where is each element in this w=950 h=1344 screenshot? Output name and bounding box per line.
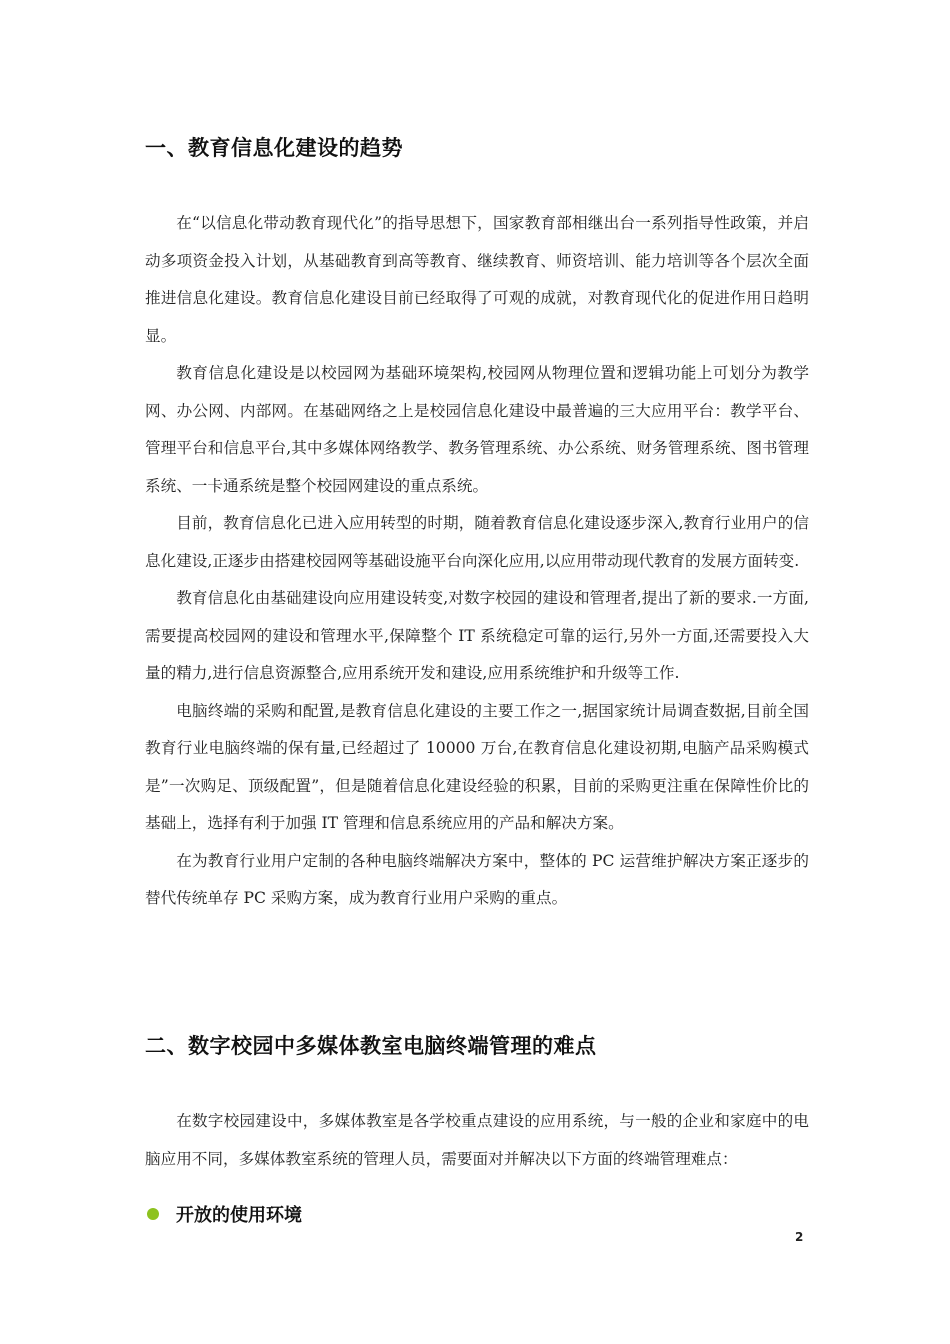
section-1-paragraph: 目前，教育信息化已进入应用转型的时期，随着教育信息化建设逐步深入,教育行业用户的信息化建设,正逐步由搭建校园网等基础设施平台向深化应用,以应用带动现代教育的发展方面转变. xyxy=(145,514,809,570)
section-1-paragraph: 在“以信息化带动教育现代化”的指导思想下，国家教育部相继出台一系列指导性政策，并启动多项资金投入计划，从基础教育到高等教育、继续教育、师资培训、能力培训等各个层次全面推进信息化建设。教育信息化建设目前已经取得了可观的成就，对教育现代化的促进作用日趋明显。 xyxy=(145,214,809,345)
section-1-body xyxy=(145,205,809,918)
section-1-paragraph: 在为教育行业用户定制的各种电脑终端解决方案中，整体的 PC 运营维护解决方案正逐步的替代传统单存 PC 采购方案，成为教育行业用户采购的重点。 xyxy=(145,851,809,907)
section-1-heading: 一、教育信息化建设的趋势 xyxy=(145,136,403,160)
bullet-item xyxy=(147,1201,302,1227)
bullet-dot-icon xyxy=(147,1208,159,1220)
section-2-body xyxy=(145,1103,809,1178)
bullet-item-label: 开放的使用环境 xyxy=(176,1205,302,1226)
section-2-paragraph: 在数字校园建设中，多媒体教室是各学校重点建设的应用系统，与一般的企业和家庭中的电脑应用不同，多媒体教室系统的管理人员，需要面对并解决以下方面的终端管理难点： xyxy=(145,1112,809,1168)
section-2-heading: 二、数字校园中多媒体教室电脑终端管理的难点 xyxy=(145,1034,597,1058)
page-number: 2 xyxy=(795,1230,804,1244)
section-1-paragraph: 教育信息化由基础建设向应用建设转变,对数字校园的建设和管理者,提出了新的要求.一方面,需要提高校园网的建设和管理水平,保障整个 IT 系统稳定可靠的运行,另外一方面,还需要投入大量的精力,进行信息资源整合,应用系统开发和建设,应用系统维护和升级等工作. xyxy=(145,589,809,682)
section-1-paragraph: 教育信息化建设是以校园网为基础环境架构,校园网从物理位置和逻辑功能上可划分为教学网、办公网、内部网。在基础网络之上是校园信息化建设中最普遍的三大应用平台：教学平台、管理平台和信息平台,其中多媒体网络教学、教务管理系统、办公系统、财务管理系统、图书管理系统、一卡通系统是整个校园网建设的重点系统。 xyxy=(145,364,809,495)
section-1-paragraph: 电脑终端的采购和配置,是教育信息化建设的主要工作之一,据国家统计局调查数据,目前全国教育行业电脑终端的保有量,已经超过了 10000 万台,在教育信息化建设初期,电脑产品采购模式是”一次购足、顶级配置”，但是随着信息化建设经验的积累，目前的采购更注重在保障性价比的基础上，选择有利于加强 IT 管理和信息系统应用的产品和解决方案。 xyxy=(145,701,809,832)
